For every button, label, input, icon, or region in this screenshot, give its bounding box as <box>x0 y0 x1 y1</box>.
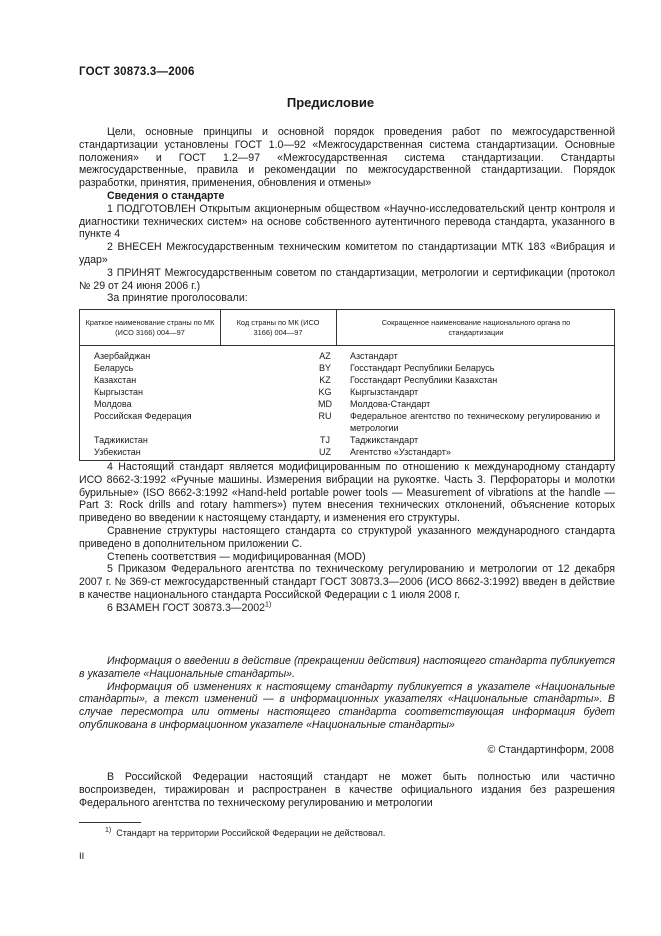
table-header-row <box>80 310 614 346</box>
footnote-mark: 1) <box>105 827 112 834</box>
body-cell: Молдова-Стандарт <box>350 399 431 409</box>
page-title: Предисловие <box>286 95 375 110</box>
code-cell: TJ <box>320 435 330 445</box>
country-cell: Российская Федерация <box>94 411 192 421</box>
body-cell: Кыргызстандарт <box>350 387 419 397</box>
item-4: 4 Настоящий стандарт является модифицированным по отношению к международному стандарту ИСО 8662-3:1992 «Ручные машины. Измерения вибрации на рукоятке. Часть 3. Перфораторы и молотки бурильные» (ISO 8662-3:1992 «Hand-held portable power tools — Measurement of vibrations at the handle — Part 3: Rock drills and rotary hammers») путем внесения технических отклонений, объяснение которых приведено во введении к настоящему стандарту, и изменения его структуры. <box>79 461 615 525</box>
code-cell: BY <box>318 363 331 373</box>
intro-block <box>79 126 615 305</box>
member-states-table <box>79 309 615 461</box>
item-4-comparison: Сравнение структуры настоящего стандарта со структурой указанного международного стандарта приведено в дополнительном приложении С. <box>79 524 615 550</box>
footnote-divider <box>79 822 141 823</box>
table-header-body: Сокращенное наименование национального органа по стандартизации <box>381 318 571 337</box>
table-divider <box>220 310 221 346</box>
code-cell: AZ <box>319 351 331 361</box>
voted-label: За принятие проголосовали: <box>107 292 248 305</box>
table-header-country: Краткое наименование страны по МК (ИСО 3166) 004—97 <box>85 318 215 337</box>
body-cell: Агентство «Узстандарт» <box>350 447 451 457</box>
code-cell: MD <box>318 399 332 409</box>
table-header-code: Код страны по МК (ИСО 3166) 004—97 <box>236 318 320 337</box>
country-cell: Таджикистан <box>94 435 148 445</box>
item-4-degree: Степень соответствия — модифицированная (MOD) <box>107 550 366 563</box>
country-cell: Беларусь <box>94 363 134 373</box>
code-cell: RU <box>318 411 332 421</box>
item-2: 2 ВНЕСЕН Межгосударственным техническим комитетом по стандартизации МТК 183 «Вибрация и удар» <box>79 241 615 266</box>
code-cell: KG <box>318 387 332 397</box>
page-number: II <box>79 851 85 862</box>
item-6 <box>79 602 615 615</box>
copyright: © Стандартинформ, 2008 <box>487 744 614 756</box>
body-cell: Госстандарт Республики Беларусь <box>350 363 495 373</box>
country-cell: Азербайджан <box>94 351 151 361</box>
footnote <box>105 828 385 838</box>
body-cell: Госстандарт Республики Казахстан <box>350 375 498 385</box>
item-6-text: 6 ВЗАМЕН ГОСТ 30873.3—2002 <box>107 601 266 614</box>
legal-notice: В Российской Федерации настоящий стандарт не может быть полностью или частично воспроизведен, тиражирован и распространен в качестве официального издания без разрешения Федерального агентства по техническому регулированию и метрологии <box>79 771 615 809</box>
country-cell: Казахстан <box>94 375 137 385</box>
info-heading: Сведения о стандарте <box>107 189 225 202</box>
item-5: 5 Приказом Федерального агентства по техническому регулированию и метрологии от 12 декабря 2007 г. № 369-ст межгосударственный стандарт ГОСТ 30873.3—2006 (ИСО 8662-3:1992) введен в действие в качестве национального стандарта Российской Федерации с 1 июля 2008 г. <box>79 563 615 601</box>
footnote-text: Стандарт на территории Российской Федерации не действовал. <box>116 828 386 838</box>
intro-paragraph: Цели, основные принципы и основной порядок проведения работ по межгосударственной стандартизации установлены ГОСТ 1.0—92 «Межгосударственная система стандартизации. Основные положения» и ГОСТ 1.2—97 «Межгосударственная система стандартизации. Стандарты межгосударственные, правила и рекомендации по межгосударственной стандартизации. Порядок разработки, принятия, применения, обновления и отмены» <box>79 126 615 190</box>
country-cell: Молдова <box>94 399 132 409</box>
country-cell: Кыргызстан <box>94 387 143 397</box>
standard-header: ГОСТ 30873.3—2006 <box>79 66 195 78</box>
item-1: 1 ПОДГОТОВЛЕН Открытым акционерным обществом «Научно-исследовательский центр контроля и диагностики технических систем» на основе собственного аутентичного перевода стандарта, указанного в пункте 4 <box>79 202 615 241</box>
body-cell: Федеральное агентство по техническому регулированию и метрологии <box>350 411 600 433</box>
country-cell: Узбекистан <box>94 447 141 457</box>
item-3: 3 ПРИНЯТ Межгосударственным советом по стандартизации, метрологии и сертификации (протокол № 29 от 24 июня 2006 г.) <box>79 266 615 292</box>
notice-block <box>79 655 615 732</box>
footnote-ref: 1) <box>265 601 272 609</box>
body-cell: Азстандарт <box>350 351 398 361</box>
table-divider <box>336 310 337 346</box>
legal-block <box>79 771 615 809</box>
code-cell: UZ <box>319 447 331 457</box>
notice-1: Информация о введении в действие (прекращении действия) настоящего стандарта публикуется в указателе «Национальные стандарты». <box>79 655 615 680</box>
body-cell: Таджикстандарт <box>350 435 419 445</box>
item-4-block <box>79 461 615 615</box>
code-cell: KZ <box>319 375 331 385</box>
notice-2: Информация об изменениях к настоящему стандарту публикуется в указателе «Национальные стандарты», а текст изменений — в информационных указателях «Национальные стандарты». В случае пересмотра или отмены настоящего стандарта соответствующая информация будет опубликована в информационном указателе «Национальные стандарты» <box>79 680 615 731</box>
